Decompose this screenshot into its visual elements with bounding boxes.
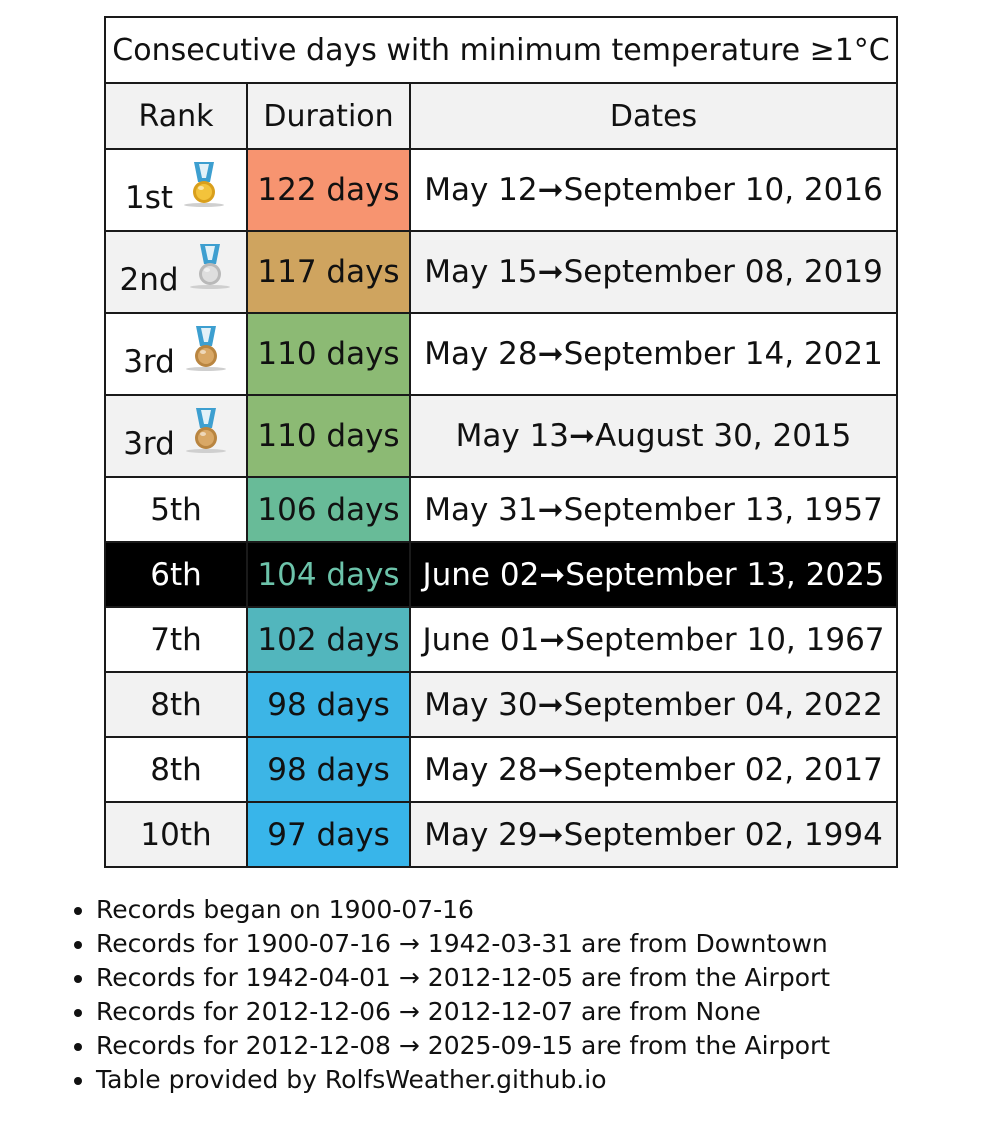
table-row	[105, 672, 897, 737]
rank-label: 3rd	[123, 344, 175, 380]
rank-cell	[105, 607, 247, 672]
dates-cell: May 28➞September 14, 2021	[410, 313, 897, 395]
rank-label: 8th	[150, 686, 202, 723]
table-row	[105, 149, 897, 231]
rank-label: 3rd	[123, 426, 175, 462]
dates-cell: May 13➞August 30, 2015	[410, 395, 897, 477]
dates-cell: May 15➞September 08, 2019	[410, 231, 897, 313]
notes-list	[60, 893, 976, 1097]
rank-cell	[105, 149, 247, 231]
header-duration: Duration	[247, 83, 410, 149]
table-row	[105, 477, 897, 542]
note-item: • Records for 1900-07-16 → 1942-03-31 are from Downtown	[96, 927, 976, 961]
table-body	[105, 149, 897, 867]
duration-cell: 98 days	[247, 672, 410, 737]
rank-label: 8th	[150, 751, 202, 788]
duration-cell: 110 days	[247, 395, 410, 477]
silver-medal-icon	[187, 242, 233, 290]
table-row	[105, 737, 897, 802]
rank-cell	[105, 542, 247, 607]
dates-cell: May 31➞September 13, 1957	[410, 477, 897, 542]
dates-cell: June 01➞September 10, 1967	[410, 607, 897, 672]
gold-medal-icon	[181, 160, 227, 208]
duration-cell: 102 days	[247, 607, 410, 672]
rank-cell	[105, 477, 247, 542]
rank-cell	[105, 231, 247, 313]
duration-cell: 110 days	[247, 313, 410, 395]
rank-label: 2nd	[119, 262, 179, 298]
table-row	[105, 607, 897, 672]
rank-label: 10th	[140, 816, 212, 853]
rank-label: 5th	[150, 491, 202, 528]
note-item: • Records began on 1900-07-16	[96, 893, 976, 927]
rank-cell	[105, 395, 247, 477]
note-item: • Records for 2012-12-06 → 2012-12-07 are from None	[96, 995, 976, 1029]
table-row	[105, 395, 897, 477]
note-item: • Table provided by RolfsWeather.github.io	[96, 1063, 976, 1097]
dates-cell: May 28➞September 02, 2017	[410, 737, 897, 802]
rank-label: 7th	[150, 621, 202, 658]
dates-cell: May 12➞September 10, 2016	[410, 149, 897, 231]
dates-cell: May 29➞September 02, 1994	[410, 802, 897, 867]
duration-cell: 106 days	[247, 477, 410, 542]
duration-cell: 122 days	[247, 149, 410, 231]
duration-cell: 104 days	[247, 542, 410, 607]
header-rank: Rank	[105, 83, 247, 149]
records-table	[104, 16, 898, 868]
table-row	[105, 313, 897, 395]
dates-cell: May 30➞September 04, 2022	[410, 672, 897, 737]
table-row	[105, 231, 897, 313]
duration-cell: 98 days	[247, 737, 410, 802]
table-row	[105, 802, 897, 867]
rank-cell	[105, 672, 247, 737]
rank-cell	[105, 313, 247, 395]
bronze-medal-icon	[183, 406, 229, 454]
rank-label: 6th	[150, 556, 202, 593]
note-item: • Records for 1942-04-01 → 2012-12-05 are from the Airport	[96, 961, 976, 995]
header-dates: Dates	[410, 83, 897, 149]
rank-cell	[105, 737, 247, 802]
rank-cell	[105, 802, 247, 867]
bronze-medal-icon	[183, 324, 229, 372]
table-row	[105, 542, 897, 607]
note-item: • Records for 2012-12-08 → 2025-09-15 are from the Airport	[96, 1029, 976, 1063]
duration-cell: 97 days	[247, 802, 410, 867]
dates-cell: June 02➞September 13, 2025	[410, 542, 897, 607]
table-title: Consecutive days with minimum temperature ≥1°C	[105, 17, 897, 83]
rank-label: 1st	[124, 180, 174, 216]
duration-cell: 117 days	[247, 231, 410, 313]
